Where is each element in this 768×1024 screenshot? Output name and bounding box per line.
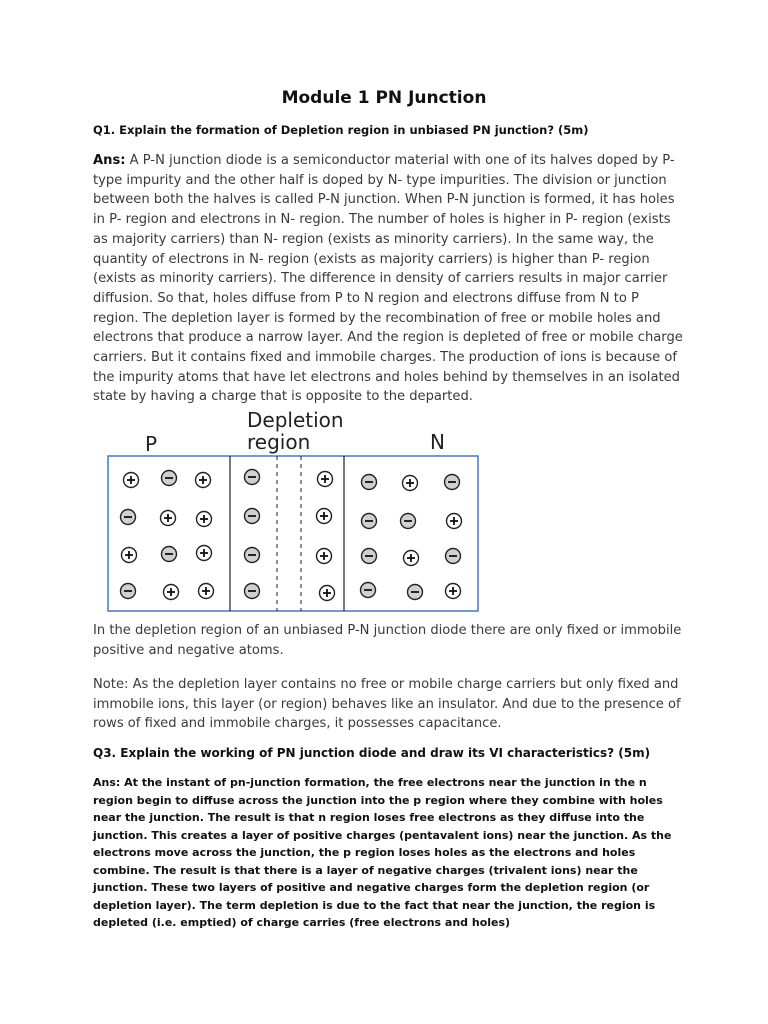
negative-ion-icon (445, 475, 460, 490)
answer-3: Ans: At the instant of pn-junction formation, the free electrons near the junction in the n region begin to diffuse across the junction into the p region where they combine with holes near the junction. The result is that n region loses free electrons as they diffuse into the junction. This creates a layer of positive charges (pentavalent ions) near the junction. As the electrons move across the junction, the p region loses holes as the electrons and holes combine. The result is that there is a layer of negative charges (trivalent ions) near the junction. These two layers of positive and negative charges form the depletion region (or depletion layer). The term depletion is due to the fact that near the junction, the region is depleted (i.e. emptied) of charge carries (free electrons and holes) (93, 776, 672, 929)
negative-ion-icon (121, 584, 136, 599)
note-paragraph: Note: As the depletion layer contains no free or mobile charge carriers but only fixed and immobile ions, this layer (or region) behaves like an insulator. And due to the presence of rows of fixed and immobile charges, it possesses capacitance. (93, 677, 681, 732)
negative-ion-icon (162, 547, 177, 562)
label-n: N (430, 430, 445, 454)
positive-ion-icon (124, 473, 139, 488)
positive-ion-icon (317, 509, 332, 524)
positive-ion-icon (196, 473, 211, 488)
positive-ion-icon (197, 512, 212, 527)
positive-ion-icon (317, 549, 332, 564)
positive-ion-icon (164, 585, 179, 600)
positive-ion-icon (446, 584, 461, 599)
negative-ion-icon (401, 514, 416, 529)
positive-ion-icon (161, 511, 176, 526)
negative-ion-icon (245, 509, 260, 524)
positive-ion-icon (122, 548, 137, 563)
negative-ion-icon (362, 549, 377, 564)
question-1: Q1. Explain the formation of Depletion region in unbiased PN junction? (5m) (93, 123, 589, 137)
negative-ion-icon (408, 585, 423, 600)
negative-ion-icon (361, 583, 376, 598)
negative-ion-icon (245, 470, 260, 485)
page-title: Module 1 PN Junction (281, 88, 487, 108)
depletion-region-diagram (105, 405, 485, 615)
answer-1-text: A P-N junction diode is a semiconductor material with one of its halves doped by P-type impurity and the other half is doped by N- type impurities. The division or junction between both the halves is called P-N junction. When P-N junction is formed, it has holes in P- region and electrons in N- region. The number of holes is higher in P- region (exists as majority carriers) than N- region (exists as minority carriers). In the same way, the quantity of electrons in N- region (exists as majority carriers) is higher than P- region (exists as minority carriers). The difference in density of carriers results in major carrier diffusion. So that, holes diffuse from P to N region and electrons diffuse from N to P region. The depletion layer is formed by the recombination of free or mobile holes and electrons that produce a narrow layer. And the region is depleted of free or mobile charge carriers. But it contains fixed and immobile charges. The production of ions is because of the impurity atoms that have let electrons and holes behind by themselves in an isolated state by having a charge that is opposite to the departed. (93, 153, 683, 405)
positive-ion-icon (320, 586, 335, 601)
negative-ion-icon (362, 475, 377, 490)
label-p: P (145, 432, 158, 456)
answer-1 (93, 151, 683, 407)
positive-ion-icon (404, 551, 419, 566)
positive-ion-icon (447, 514, 462, 529)
negative-ion-icon (446, 549, 461, 564)
negative-ion-icon (121, 510, 136, 525)
positive-ion-icon (403, 476, 418, 491)
answer-label: Ans: (93, 153, 126, 168)
positive-ion-icon (318, 472, 333, 487)
question-3: Q3. Explain the working of PN junction diode and draw its VI characteristics? (5m) (93, 746, 651, 760)
depletion-paragraph: In the depletion region of an unbiased P-N junction diode there are only fixed or immobile positive and negative atoms. (93, 623, 682, 658)
label-depletion: Depletion (247, 408, 344, 432)
negative-ion-icon (245, 584, 260, 599)
negative-ion-icon (162, 471, 177, 486)
negative-ion-icon (245, 548, 260, 563)
negative-ion-icon (362, 514, 377, 529)
positive-ion-icon (199, 584, 214, 599)
label-region: region (247, 430, 311, 454)
positive-ion-icon (197, 546, 212, 561)
